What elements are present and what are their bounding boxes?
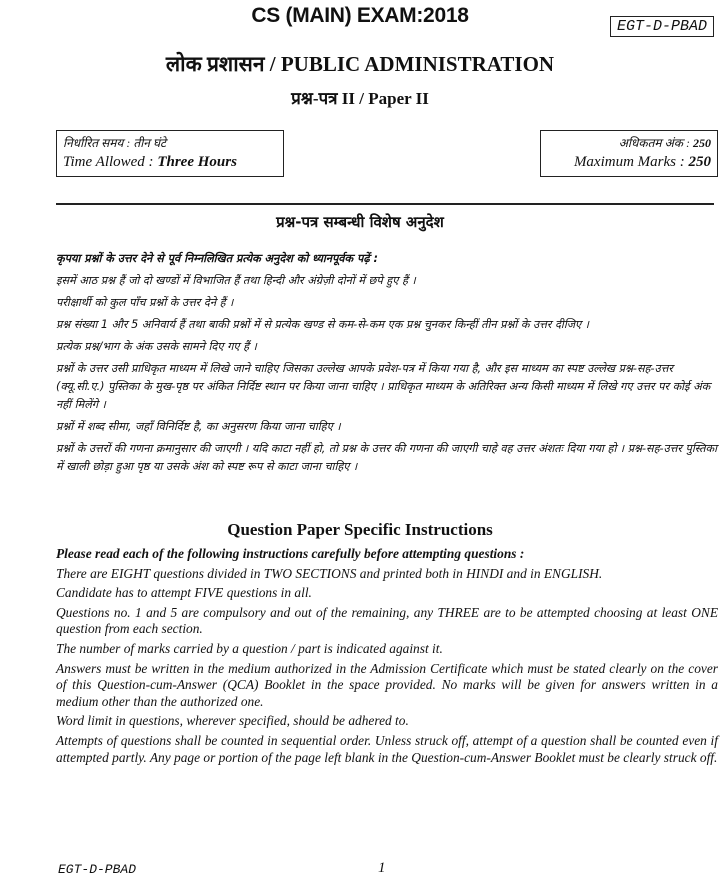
hindi-instruction-item: प्रश्नों में शब्द सीमा, जहाँ विनिर्दिष्ट है, का अनुसरण किया जाना चाहिए । bbox=[56, 420, 341, 433]
hindi-instructions-heading: प्रश्न-पत्र सम्बन्धी विशेष अनुदेश bbox=[276, 213, 444, 231]
paper-number: प्रश्न-पत्र II / Paper II bbox=[291, 89, 429, 108]
subject-title: लोक प्रशासन / PUBLIC ADMINISTRATION bbox=[165, 52, 555, 76]
page-number: 1 bbox=[378, 860, 386, 876]
maximum-marks-hindi-value: 250 bbox=[693, 136, 711, 150]
footer-paper-code: EGT-D-PBAD bbox=[58, 862, 137, 877]
english-instruction-item: Answers must be written in the medium authorized in the Admission Certificate which must be stated clearly on the cover of this Question-cum-Answer (QCA) Booklet in the space provided. No marks will be given for answers written in a medium other than the authorized one. bbox=[56, 660, 718, 709]
english-instruction-item: Questions no. 1 and 5 are compulsory and out of the remaining, any THREE are to be attempted choosing at least ONE question from each section. bbox=[56, 604, 718, 637]
hindi-instruction-item: प्रश्नों के उत्तरों की गणना क्रमानुसार की जाएगी । यदि काटा नहीं हो, तो प्रश्न के उत्तर की गणना की जाएगी चाहे वह उत्तर अंशतः दिया गया हो । प्रश्न-सह-उत्तर पुस्तिका में खाली छोड़ा हुआ पृष्ठ या उसके अंश को स्पष्ट रूप से काटा जाना चाहिए । bbox=[56, 442, 718, 473]
english-instruction-item: There are EIGHT questions divided in TWO SECTIONS and printed both in HINDI and in ENGLISH. bbox=[56, 565, 603, 581]
hindi-instruction-item: इसमें आठ प्रश्न हैं जो दो खण्डों में विभाजित हैं तथा हिन्दी और अंग्रेज़ी दोनों में छपे हुए हैं । bbox=[56, 274, 416, 287]
english-instruction-item: Candidate has to attempt FIVE questions in all. bbox=[56, 585, 312, 601]
exam-title: CS (MAIN) EXAM:2018 bbox=[251, 4, 469, 27]
hindi-instructions bbox=[56, 250, 718, 480]
paper-code-box: EGT-D-PBAD bbox=[610, 16, 714, 37]
maximum-marks-value: 250 bbox=[688, 154, 711, 170]
english-instruction-item: The number of marks carried by a question / part is indicated against it. bbox=[56, 640, 443, 656]
hindi-instruction-item: प्रश्न संख्या 1 और 5 अनिवार्य हैं तथा बाकी प्रश्नों में से प्रत्येक खण्ड से कम-से-कम एक प्रश्न चुनकर किन्हीं तीन प्रश्नों के उत्तर दीजिए । bbox=[56, 318, 590, 331]
hindi-instruction-item: परीक्षार्थी को कुल पाँच प्रश्नों के उत्तर देने हैं । bbox=[56, 296, 234, 309]
maximum-marks-box bbox=[540, 130, 718, 177]
hindi-instruction-item: कृपया प्रश्नों के उत्तर देने से पूर्व निम्नलिखित प्रत्येक अनुदेश को ध्यानपूर्वक पढ़ें : bbox=[56, 252, 379, 265]
maximum-marks-hindi-label: अधिकतम अंक : bbox=[618, 136, 693, 150]
english-instruction-item: Attempts of questions shall be counted in sequential order. Unless struck off, attempt of a question shall be counted even if attempted partly. Any page or portion of the page left blank in the Question-cum-Answer Booklet must be clearly struck off. bbox=[56, 732, 718, 765]
english-instructions-heading: Question Paper Specific Instructions bbox=[227, 520, 493, 539]
english-instructions bbox=[56, 546, 718, 769]
english-instruction-item: Word limit in questions, wherever specified, should be adhered to. bbox=[56, 713, 409, 729]
header-divider bbox=[56, 203, 714, 205]
hindi-instruction-item: प्रत्येक प्रश्न/भाग के अंक उसके सामने दिए गए हैं । bbox=[56, 340, 257, 353]
time-allowed-value: Three Hours bbox=[157, 154, 237, 170]
time-allowed-box bbox=[56, 130, 284, 177]
english-instructions-intro: Please read each of the following instructions carefully before attempting questions : bbox=[56, 546, 525, 561]
maximum-marks-label: Maximum Marks : bbox=[573, 154, 689, 170]
time-allowed-label: Time Allowed : bbox=[63, 154, 158, 170]
time-allowed-hindi: निर्धारित समय : तीन घंटे bbox=[63, 136, 167, 150]
hindi-instruction-item: प्रश्नों के उत्तर उसी प्राधिकृत माध्यम में लिखे जाने चाहिए जिसका उल्लेख आपके प्रवेश-पत्र में किया गया है, और इस माध्यम का स्पष्ट उल्लेख प्रश्न-सह-उत्तर (क्यू.सी.ए.) पुस्तिका के मुख-पृष्ठ पर अंकित निर्दिष्ट स्थान पर किया जाना चाहिए । प्राधिकृत माध्यम के अतिरिक्त अन्य किसी माध्यम में लिखे गए उत्तर पर कोई अंक नहीं मिलेंगे । bbox=[56, 362, 711, 411]
